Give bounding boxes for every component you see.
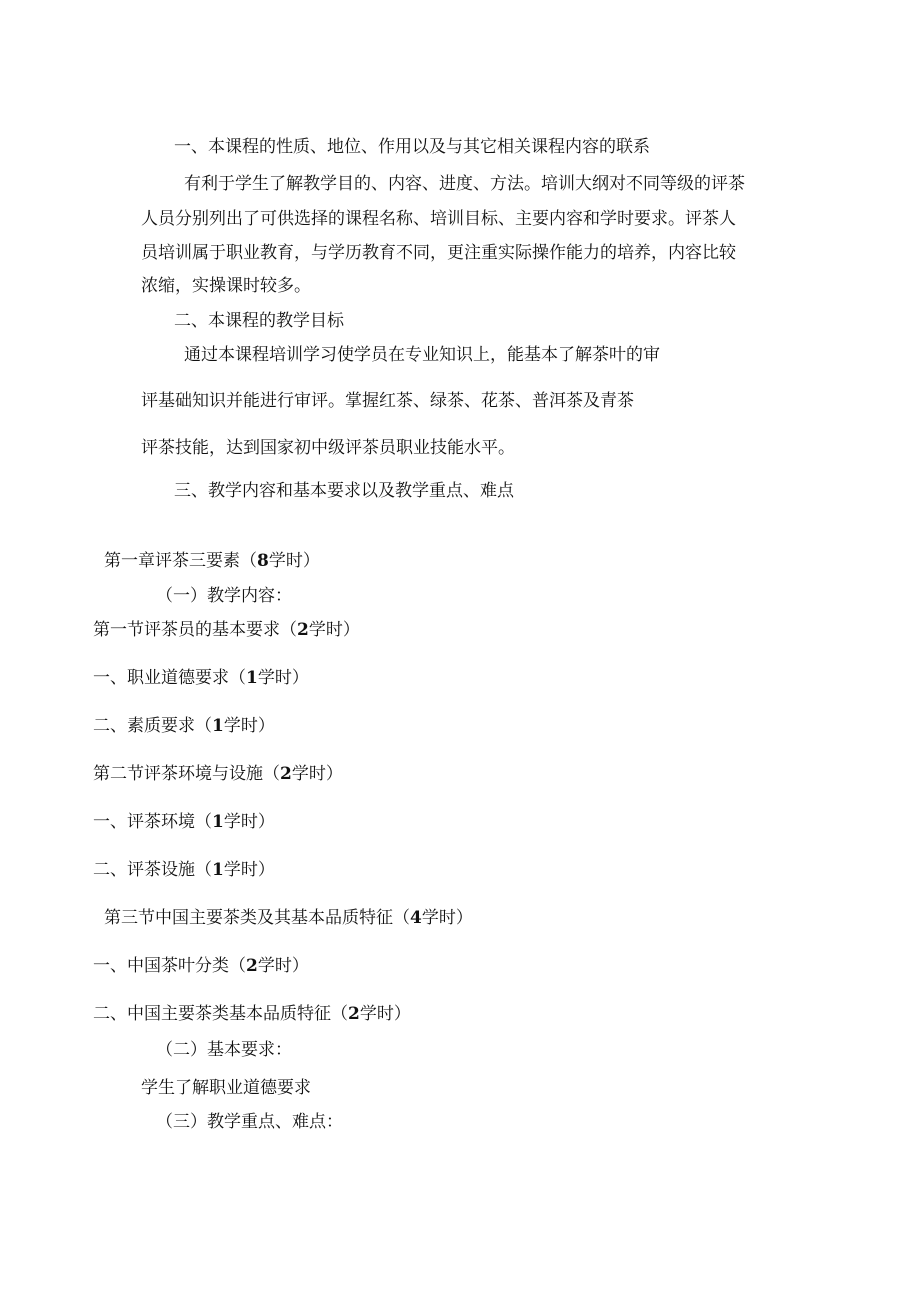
outline-item-label: 一、职业道德要求（ [93, 668, 246, 688]
outline-item [93, 958, 309, 975]
outline-item-suffix: 学时） [223, 716, 275, 736]
chapter-title [104, 553, 320, 570]
requirements-text: 学生了解职业道德要求 [141, 1078, 311, 1098]
outline-item-suffix: 学时） [308, 620, 360, 640]
chapter-title-suffix: 学时） [268, 551, 320, 571]
outline-item-label: 二、中国主要茶类基本品质特征（ [93, 1004, 348, 1024]
outline-item [93, 766, 343, 783]
section-1-para-line: 员培训属于职业教育，与学历教育不同，更注重实际操作能力的培养，内容比较 [141, 243, 736, 263]
chapter-title-prefix: 第一章评茶三要素（ [104, 551, 257, 571]
key-points-heading: （三）教学重点、难点： [156, 1112, 343, 1132]
outline-item-suffix: 学时） [257, 956, 309, 976]
outline-item-suffix: 学时） [257, 668, 309, 688]
section-heading-3: 三、教学内容和基本要求以及教学重点、难点 [174, 481, 514, 501]
outline-item-label: 一、评茶环境（ [93, 812, 212, 832]
section-2-para-line: 通过本课程培训学习使学员在专业知识上，能基本了解茶叶的审 [184, 345, 660, 365]
section-1-para-line: 浓缩，实操课时较多。 [141, 276, 311, 296]
outline-item-label: 第二节评茶环境与设施（ [93, 764, 280, 784]
outline-item-hours: 2 [348, 1004, 360, 1024]
outline-item-label: 二、评茶设施（ [93, 860, 212, 880]
outline-item [93, 718, 275, 735]
chapter-title-hours: 8 [257, 551, 269, 571]
outline-item-hours: 1 [212, 812, 224, 832]
outline-item-label: 第一节评茶员的基本要求（ [93, 620, 297, 640]
outline-item-suffix: 学时） [421, 908, 473, 928]
outline-item-label: 第三节中国主要茶类及其基本品质特征（ [104, 908, 410, 928]
section-1-para-line: 有利于学生了解教学目的、内容、进度、方法。培训大纲对不同等级的评茶 [184, 174, 745, 194]
outline-item-suffix: 学时） [223, 812, 275, 832]
outline-item [93, 670, 309, 687]
outline-item [93, 622, 360, 639]
section-2-para-line: 评基础知识并能进行审评。掌握红茶、绿茶、花茶、普洱茶及青茶 [141, 391, 634, 411]
outline-item [93, 862, 275, 879]
outline-item-hours: 1 [212, 716, 224, 736]
outline-item-hours: 2 [246, 956, 258, 976]
outline-item-suffix: 学时） [223, 860, 275, 880]
section-heading-2: 二、本课程的教学目标 [174, 311, 344, 331]
outline-item-hours: 2 [297, 620, 309, 640]
outline-item-label: 二、素质要求（ [93, 716, 212, 736]
outline-item-hours: 1 [212, 860, 224, 880]
requirements-heading: （二）基本要求： [156, 1040, 292, 1060]
outline-item-hours: 2 [280, 764, 292, 784]
outline-item [104, 910, 473, 927]
outline-item-label: 一、中国茶叶分类（ [93, 956, 246, 976]
outline-item [93, 1006, 411, 1023]
outline-item-hours: 1 [246, 668, 258, 688]
outline-item-suffix: 学时） [359, 1004, 411, 1024]
section-1-para-line: 人员分别列出了可供选择的课程名称、培训目标、主要内容和学时要求。评茶人 [141, 209, 736, 229]
section-2-para-line: 评茶技能，达到国家初中级评茶员职业技能水平。 [141, 438, 515, 458]
outline-item-suffix: 学时） [291, 764, 343, 784]
section-heading-1: 一、本课程的性质、地位、作用以及与其它相关课程内容的联系 [174, 137, 650, 157]
content-heading: （一）教学内容： [156, 586, 292, 606]
outline-item [93, 814, 275, 831]
outline-item-hours: 4 [410, 908, 422, 928]
